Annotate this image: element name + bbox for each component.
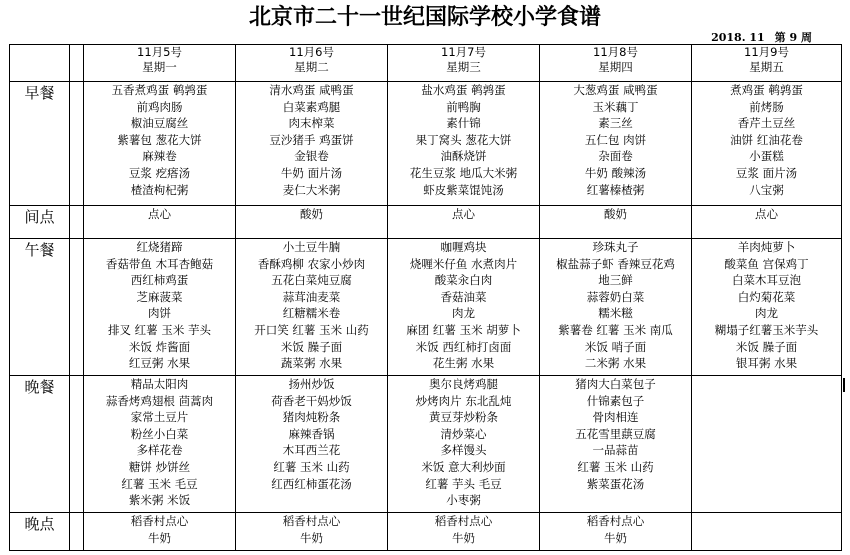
dish-item: 红糖糯米卷: [282, 306, 341, 321]
dish-item: 点心: [755, 207, 778, 221]
dish-item: 八宝粥: [749, 182, 784, 197]
dish-item: 紫薯包 葱花大饼: [117, 132, 202, 147]
dish-item: 麦仁大米粥: [282, 182, 341, 197]
dish-item: 素三丝: [598, 116, 633, 131]
meal-label: 早餐: [10, 82, 70, 206]
menu-cell: [84, 239, 236, 376]
menu-cell: [236, 239, 388, 376]
dish-item: 红豆粥 水果: [128, 356, 191, 371]
dish-item: 玉米藕丁: [592, 99, 639, 114]
dish-item: 炒烤肉片 东北乱炖: [415, 393, 512, 408]
row-spacer: [70, 239, 84, 376]
dish-item: 红薯榛楂粥: [586, 182, 645, 197]
day-date: 11月9号: [744, 45, 789, 59]
dish-item: 酸菜鱼 宫保鸡丁: [724, 256, 809, 271]
day-weekday: 星期一: [142, 60, 177, 74]
dish-item: 二米粥 水果: [584, 356, 647, 371]
dish-item: 煮鸡蛋 鹌鹑蛋: [730, 83, 803, 97]
page-title: 北京市二十一世纪国际学校小学食谱: [248, 4, 601, 30]
dish-item: 糯米糍: [598, 306, 633, 321]
day-weekday: 星期二: [294, 60, 329, 74]
row-spacer: [70, 513, 84, 551]
menu-period: [711, 31, 812, 45]
menu-cell: [236, 513, 388, 551]
dish-item: 紫米粥 米饭: [128, 493, 191, 508]
dish-item: 奥尔良烤鸡腿: [429, 377, 498, 391]
dish-item: 蒜蓉奶白菜: [586, 289, 645, 304]
dish-item: 蔬菜粥 水果: [280, 356, 343, 371]
row-spacer: [70, 82, 84, 206]
dish-item: 牛奶: [604, 530, 627, 545]
dish-item: 地三鲜: [598, 273, 633, 288]
menu-cell: [692, 206, 842, 239]
day-weekday: 星期五: [749, 60, 784, 74]
dish-item: 稻香村点心: [586, 514, 645, 528]
dish-item: 香酥鸡柳 农家小炒肉: [257, 256, 366, 271]
menu-cell: [692, 239, 842, 376]
dish-item: 红薯 玉米 山药: [273, 459, 350, 474]
dish-item: 排叉 红薯 玉米 芋头: [108, 322, 211, 337]
dish-item: 酸奶: [300, 207, 323, 221]
header-corner: [10, 45, 70, 82]
dish-item: 五仁包 肉饼: [584, 132, 647, 147]
dish-item: 精品太阳肉: [130, 377, 189, 391]
menu-cell: [388, 82, 540, 206]
meal-row-dinner: [10, 376, 842, 513]
dish-item: 米饭 臊子面: [735, 339, 798, 354]
dish-item: 蒜茸油麦菜: [282, 289, 341, 304]
week-number: 第 9 周: [774, 31, 812, 44]
dish-item: 前鸡肉肠: [136, 99, 183, 114]
dish-item: 麻团 红薯 玉米 胡萝卜: [406, 322, 521, 337]
day-date: 11月8号: [593, 45, 638, 59]
menu-cell: [84, 513, 236, 551]
dish-item: 牛奶 面片汤: [280, 165, 343, 180]
dish-item: 清水鸡蛋 咸鸭蛋: [269, 83, 354, 97]
dish-item: 蒜香烤鸡翅根 茴蒿肉: [105, 393, 214, 408]
dish-item: 楂渣枸杞粥: [130, 182, 189, 197]
dish-item: 糖饼 炒饼丝: [128, 459, 191, 474]
dish-item: 米饭 哨子面: [584, 339, 647, 354]
dish-item: 稻香村点心: [434, 514, 493, 528]
dish-item: 大葱鸡蛋 咸鸭蛋: [573, 83, 658, 97]
dish-item: 虾皮紫菜馄饨汤: [423, 182, 504, 197]
menu-cell: [236, 206, 388, 239]
dish-item: 牛奶 酸辣汤: [584, 165, 647, 180]
meal-label: 午餐: [10, 239, 70, 376]
dish-item: 金银卷: [294, 149, 329, 164]
dish-item: 粉丝小白菜: [130, 426, 189, 441]
dish-item: 小蛋糕: [749, 149, 784, 164]
dish-item: 猪肉炖粉条: [282, 410, 341, 425]
dish-item: 牛奶: [452, 530, 475, 545]
header-row: [10, 45, 842, 82]
dish-item: 肉饼: [148, 306, 171, 321]
menu-cell: [692, 376, 842, 513]
dish-item: 花生豆浆 地瓜大米粥: [409, 165, 518, 180]
dish-item: 酸奶: [604, 207, 627, 221]
meal-row-late: [10, 513, 842, 551]
menu-table: [9, 44, 842, 551]
dish-item: 银耳粥 水果: [735, 356, 798, 371]
dish-item: 红西红柿蛋花汤: [271, 476, 352, 491]
dish-item: 红薯 玉米 毛豆: [121, 476, 198, 491]
dish-item: 香菇油菜: [440, 289, 487, 304]
dish-item: 油饼 红油花卷: [730, 132, 803, 147]
dish-item: 果丁窝头 葱花大饼: [415, 132, 512, 147]
dish-item: 木耳西兰花: [282, 443, 341, 458]
dish-item: 椒油豆腐丝: [130, 116, 189, 131]
menu-cell: [692, 513, 842, 551]
menu-cell: [540, 513, 692, 551]
menu-cell: [84, 82, 236, 206]
menu-cell: [540, 239, 692, 376]
menu-cell: [388, 513, 540, 551]
dish-item: 酸菜汆白肉: [434, 273, 493, 288]
dish-item: 白菜素鸡腿: [282, 99, 341, 114]
dish-item: 开口笑 红薯 玉米 山药: [254, 322, 369, 337]
meal-label: 晚点: [10, 513, 70, 551]
dish-item: 米饭 臊子面: [280, 339, 343, 354]
menu-cell: [84, 206, 236, 239]
dish-item: 家常土豆片: [130, 410, 189, 425]
dish-item: 白灼菊花菜: [737, 289, 796, 304]
dish-item: 花生粥 水果: [432, 356, 495, 371]
dish-item: 油酥烧饼: [440, 149, 487, 164]
dish-item: 五香煮鸡蛋 鹌鹑蛋: [111, 83, 208, 97]
edge-mark: [843, 378, 845, 392]
dish-item: 紫菜蛋花汤: [586, 476, 645, 491]
dish-item: 肉末榨菜: [288, 116, 335, 131]
dish-item: 烧喱米仔鱼 水煮肉片: [409, 256, 518, 271]
dish-item: 豆沙猪手 鸡蛋饼: [269, 132, 354, 147]
day-header: [236, 45, 388, 82]
meal-row-lunch: [10, 239, 842, 376]
dish-item: 豆浆 疙瘩汤: [128, 165, 191, 180]
menu-cell: [540, 82, 692, 206]
dish-item: 一品蒜苗: [592, 443, 639, 458]
dish-item: 牛奶: [300, 530, 323, 545]
dish-item: 麻辣卷: [142, 149, 177, 164]
dish-item: 豆浆 面片汤: [735, 165, 798, 180]
day-weekday: 星期三: [446, 60, 481, 74]
meal-row-breakfast: [10, 82, 842, 206]
dish-item: 黄豆芽炒粉条: [429, 410, 498, 425]
dish-item: 香菇带鱼 木耳杏鲍菇: [105, 256, 214, 271]
dish-item: 白菜木耳豆泡: [732, 273, 801, 288]
dish-item: 麻辣香锅: [288, 426, 335, 441]
dish-item: 多样花卷: [136, 443, 183, 458]
dish-item: 米饭 西红柿打卤面: [415, 339, 512, 354]
dish-item: 米饭 意大利炒面: [421, 459, 506, 474]
dish-item: 多样馒头: [440, 443, 487, 458]
dish-item: 咖喱鸡块: [440, 240, 487, 254]
menu-cell: [236, 376, 388, 513]
meal-label: 间点: [10, 206, 70, 239]
dish-item: 点心: [452, 207, 475, 221]
menu-cell: [388, 206, 540, 239]
dish-item: 珍珠丸子: [592, 240, 639, 254]
dish-item: 芝麻菠菜: [136, 289, 183, 304]
day-header: [692, 45, 842, 82]
menu-cell: [540, 206, 692, 239]
dish-item: 盐水鸡蛋 鹌鹑蛋: [421, 83, 506, 97]
dish-item: 红薯 玉米 山药: [577, 459, 654, 474]
meal-label: 晚餐: [10, 376, 70, 513]
period-date: 2018. 11: [711, 31, 765, 44]
dish-item: 牛奶: [148, 530, 171, 545]
menu-cell: [388, 376, 540, 513]
day-header: [388, 45, 540, 82]
menu-cell: [540, 376, 692, 513]
header-spacer: [70, 45, 84, 82]
dish-item: 红烧猪蹄: [136, 240, 183, 254]
dish-item: 猪肉大白菜包子: [575, 377, 656, 391]
dish-item: 小枣粥: [446, 493, 481, 508]
row-spacer: [70, 376, 84, 513]
dish-item: 前鸭胸: [446, 99, 481, 114]
dish-item: 肉龙: [755, 306, 778, 321]
day-date: 11月5号: [137, 45, 182, 59]
dish-item: 香芹土豆丝: [737, 116, 796, 131]
dish-item: 小土豆牛腩: [282, 240, 341, 254]
day-header: [540, 45, 692, 82]
dish-item: 稻香村点心: [130, 514, 189, 528]
dish-item: 紫薯卷 红薯 玉米 南瓜: [558, 322, 673, 337]
dish-item: 杂面卷: [598, 149, 633, 164]
dish-item: 五花白菜炖豆腐: [271, 273, 352, 288]
dish-item: 糊塌子红薯玉米芋头: [714, 322, 819, 337]
dish-item: 点心: [148, 207, 171, 221]
dish-item: 前烤肠: [749, 99, 784, 114]
day-date: 11月7号: [441, 45, 486, 59]
dish-item: 米饭 炸酱面: [128, 339, 191, 354]
menu-cell: [236, 82, 388, 206]
dish-item: 稻香村点心: [282, 514, 341, 528]
dish-item: 什锦素包子: [586, 393, 645, 408]
dish-item: 荷香老干妈炒饭: [271, 393, 352, 408]
dish-item: 清炒菜心: [440, 426, 487, 441]
row-spacer: [70, 206, 84, 239]
dish-item: 羊肉炖萝卜: [737, 240, 796, 254]
dish-item: 肉龙: [452, 306, 475, 321]
meal-row-snack: [10, 206, 842, 239]
day-weekday: 星期四: [598, 60, 633, 74]
dish-item: 红薯 芋头 毛豆: [425, 476, 502, 491]
menu-cell: [388, 239, 540, 376]
day-header: [84, 45, 236, 82]
day-date: 11月6号: [289, 45, 334, 59]
dish-item: 椒盐蒜子虾 香辣豆花鸡: [556, 256, 675, 271]
dish-item: 素什锦: [446, 116, 481, 131]
dish-item: 西红柿鸡蛋: [130, 273, 189, 288]
dish-item: 扬州炒饭: [288, 377, 335, 391]
dish-item: 骨肉相连: [592, 410, 639, 425]
menu-cell: [84, 376, 236, 513]
dish-item: 五花雪里蕻豆腐: [575, 426, 656, 441]
menu-cell: [692, 82, 842, 206]
